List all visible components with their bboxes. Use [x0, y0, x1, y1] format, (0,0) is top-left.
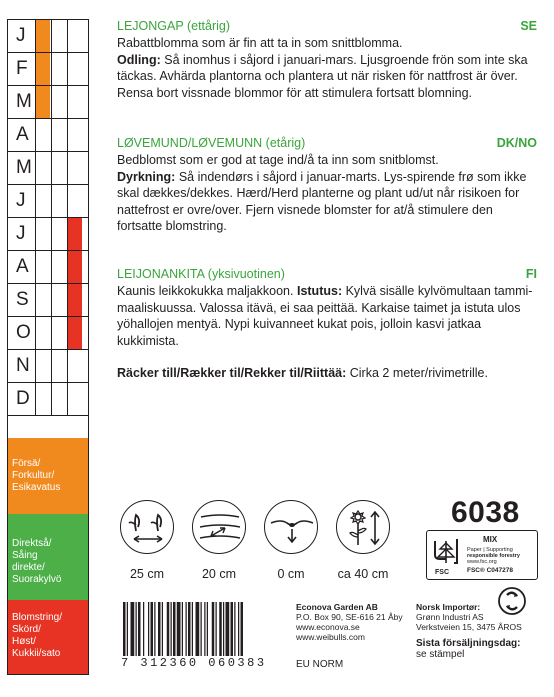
- month-row-jun: [8, 185, 88, 218]
- barcode-bar: [188, 602, 191, 656]
- country-code: DK/NO: [496, 136, 537, 150]
- barcode-bar: [154, 602, 155, 656]
- month-row-mar: [8, 86, 88, 119]
- importer-name: Grønn Industri AS: [416, 612, 484, 622]
- section-title: LEIJONANKITA: [117, 267, 205, 281]
- month-letter: J: [16, 223, 26, 244]
- company-website: www.weibulls.com: [296, 632, 365, 642]
- barcode-digits: 7 312360 060383: [121, 656, 267, 670]
- barcode-bar: [171, 602, 172, 656]
- month-letter: M: [16, 91, 32, 112]
- fsc-tree-icon: [432, 535, 460, 567]
- barcode-bar: [238, 602, 239, 656]
- barcode-bar: [212, 602, 215, 656]
- sowing-calendar: [7, 19, 89, 675]
- barcode-bar: [158, 602, 161, 656]
- row-spacing-icon: [192, 500, 246, 554]
- barcode-bar: [131, 602, 135, 656]
- row-spacing: [189, 500, 249, 581]
- barcode-bar: [167, 602, 170, 656]
- section-body: [117, 283, 537, 349]
- barcode: [123, 602, 283, 656]
- barcode-bar: [201, 602, 202, 656]
- barcode-bar: [151, 602, 154, 656]
- barcode-bar: [226, 602, 230, 656]
- company-name: Econova Garden AB: [296, 602, 378, 612]
- article-number: 6038: [451, 496, 520, 529]
- barcode-bar: [138, 602, 141, 656]
- month-row-may: [8, 152, 88, 185]
- barcode-bar: [186, 602, 187, 656]
- month-row-oct: [8, 317, 88, 350]
- section-type: (ettårig): [186, 19, 231, 33]
- eu-norm: EU NORM: [296, 659, 344, 670]
- section-type: (etårig): [265, 136, 306, 150]
- country-code: FI: [525, 267, 537, 281]
- barcode-bar: [196, 602, 200, 656]
- section-type: (yksivuotinen): [207, 267, 285, 281]
- icon-label: 25 cm: [129, 567, 165, 581]
- growing-info-icons: [117, 500, 417, 590]
- section-dkno: [117, 135, 537, 235]
- barcode-bar: [123, 602, 126, 656]
- barcode-bar: [127, 602, 128, 656]
- sale-date-label: Sista försäljningsdag:: [416, 638, 521, 649]
- section-fi: [117, 266, 537, 349]
- month-letter: M: [16, 157, 32, 178]
- fsc-line: Paper | Supporting: [467, 547, 513, 553]
- barcode-bar: [143, 602, 144, 656]
- month-row-jul: [8, 218, 88, 251]
- section-body: [117, 35, 537, 101]
- month-grid: [8, 20, 88, 416]
- month-letter: S: [16, 289, 29, 310]
- section-title: LEJONGAP: [117, 19, 184, 33]
- fsc-mix: MIX: [483, 535, 498, 544]
- month-letter: N: [16, 355, 30, 376]
- icon-label: 0 cm: [277, 567, 305, 581]
- amount-value: Cirka 2 meter/rivimetrille.: [349, 366, 488, 380]
- country-code: SE: [520, 19, 537, 33]
- plant-height-icon: [336, 500, 390, 554]
- barcode-bar: [241, 602, 244, 656]
- company-address: P.O. Box 90, SE-616 21 Åby: [296, 612, 403, 622]
- importer-address: Verkstveien 15, 3475 ÅROS: [416, 622, 522, 632]
- section-header: [117, 18, 537, 35]
- section-instructions: Odling: Så inomhus i såjord i januari-mars. Ljusgroende frön som inte ska täckas. Avhärda plantorna och plantera ut när risken för nattfrost är över. Rensa bort vissnade blommor för att stimulera fortsatt blomning.: [117, 52, 528, 100]
- fsc-line: responsible forestry: [467, 553, 520, 559]
- barcode-bar: [192, 602, 193, 656]
- section-header: [117, 266, 537, 283]
- section-intro: Rabattblomma som är fin att ta in som snittblomma.: [117, 36, 403, 50]
- section-instructions: Dyrkning: Så indendørs i såjord i januar-marts. Lys-spirende frø som ikke skal dækkes/dekkes. Hærd/Herd planterne og plant ud/ut når risikoen for nattefrost er ovre/over. Fjern visnede blomster for at/å stimulere den fortsatte blomstring.: [117, 169, 527, 234]
- section-se: [117, 18, 537, 101]
- barcode-bar: [216, 602, 217, 656]
- barcode-bar: [162, 602, 163, 656]
- sowing-depth: [261, 500, 321, 581]
- fsc-logo-text: FSC: [435, 569, 449, 576]
- month-letter: D: [16, 388, 30, 409]
- month-letter: A: [16, 124, 29, 145]
- legend-direct-sow: Direktså/ Såing direkte/ Suorakylvö: [8, 514, 88, 600]
- company-website: www.econova.se: [296, 622, 360, 632]
- legend-sow-indoors: Försä/ Forkultur/ Esikavatus: [8, 438, 88, 514]
- section-body: [117, 152, 537, 235]
- month-letter: F: [16, 58, 28, 79]
- month-letter: J: [16, 25, 26, 46]
- month-row-dec: [8, 383, 88, 416]
- icon-label: ca 40 cm: [337, 567, 389, 581]
- fsc-label: [426, 530, 538, 580]
- importer-label: Norsk Importør:: [416, 602, 481, 612]
- sale-date-value: se stämpel: [416, 649, 465, 660]
- month-row-jan: [8, 20, 88, 53]
- seed-amount: [117, 366, 537, 380]
- barcode-bar: [223, 602, 224, 656]
- barcode-bar: [234, 602, 235, 656]
- month-letter: J: [16, 190, 26, 211]
- section-title: LØVEMUND/LØVEMUNN: [117, 136, 263, 150]
- month-row-nov: [8, 350, 88, 383]
- section-intro: Bedblomst som er god at tage ind/å ta inn som snitblomst.: [117, 153, 439, 167]
- legend-bloom: Blomstring/ Skörd/ Høst/ Kukkii/sato: [8, 600, 88, 674]
- barcode-bar: [207, 602, 208, 656]
- month-letter: O: [16, 322, 31, 343]
- fsc-line: www.fsc.org: [467, 559, 497, 565]
- plant-spacing-icon: [120, 500, 174, 554]
- barcode-bar: [219, 602, 222, 656]
- barcode-bar: [182, 602, 183, 656]
- barcode-bar: [148, 602, 149, 656]
- fsc-code: FSC® C047278: [467, 567, 513, 574]
- amount-label: Räcker till/Rækker til/Rekker til/Riittää:: [117, 366, 347, 380]
- month-row-feb: [8, 53, 88, 86]
- barcode-bar: [136, 602, 137, 656]
- plant-height: [333, 500, 393, 581]
- plant-spacing: [117, 500, 177, 581]
- barcode-bar: [231, 602, 234, 656]
- month-letter: A: [16, 256, 29, 277]
- sowing-depth-icon: [264, 500, 318, 554]
- section-header: [117, 135, 537, 152]
- section-instructions: Kaunis leikkokukka maljakkoon. Istutus: Kylvä sisälle kylvömultaan tammi-maaliskuussa. Valossa itävä, ei saa peittää. Karkaise taimet ja istuta ulos yöhallojen mentyä. Nypi kuivanneet kukat pois, jolloin kasvi jatkaa kukkimista.: [117, 284, 533, 348]
- barcode-bar: [204, 602, 205, 656]
- month-row-apr: [8, 119, 88, 152]
- sale-date: [416, 638, 520, 660]
- month-row-sep: [8, 284, 88, 317]
- barcode-bar: [173, 602, 176, 656]
- month-row-aug: [8, 251, 88, 284]
- icon-label: 20 cm: [201, 567, 237, 581]
- recycle-icon: [497, 586, 527, 616]
- company-info: [296, 602, 403, 642]
- barcode-bar: [177, 602, 181, 656]
